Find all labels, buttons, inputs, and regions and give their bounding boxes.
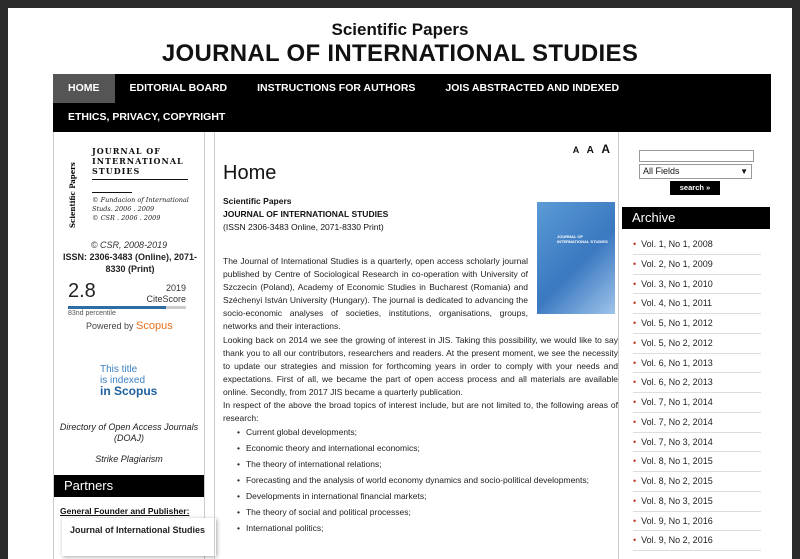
archive-item[interactable]: • Vol. 4, No 1, 2011	[633, 294, 761, 314]
archive-item[interactable]: • Vol. 7, No 2, 2014	[633, 413, 761, 433]
logo-script: © Fundacion of International Studs. 2006 . 2009 © CSR . 2006 . 2009	[92, 196, 189, 222]
logo-rule	[92, 179, 188, 180]
page	[8, 8, 792, 559]
issn-text: ISSN: 2306-3483 (Online), 2071-8330 (Print)	[62, 252, 198, 274]
font-size-large[interactable]: A	[601, 142, 610, 156]
list-item: • Forecasting and the analysis of world economy dynamics and socio-political developments;	[237, 473, 618, 489]
citescore-year: 2019 CiteScore	[146, 283, 186, 304]
list-item: • The theory of international relations;	[237, 457, 618, 473]
list-item: • Economic theory and international economics;	[237, 441, 618, 457]
archive-item[interactable]: • Vol. 9, No 2, 2016	[633, 531, 761, 551]
main-content	[214, 132, 619, 559]
nav-instructions-for-authors[interactable]: INSTRUCTIONS FOR AUTHORS	[257, 82, 416, 94]
archive-item[interactable]: • Vol. 8, No 3, 2015	[633, 492, 761, 512]
archive-item[interactable]: • Vol. 5, No 2, 2012	[633, 334, 761, 354]
paragraph: Looking back on 2014 we see the growing of interest in JIS. Taking this possibility, we would like to say thank you to all our contributors, researchers and readers. At the present moment, we see the necessity to update our strategies and mission for forthcoming years in order to comply with your needs and expectations. First of all, we became the part of open access process and all materials are available online. Secondly, from 2017 JIS became a quarterly publication.	[223, 334, 618, 397]
font-size-controls	[570, 140, 610, 158]
archive-item[interactable]: • Vol. 9, No 1, 2016	[633, 512, 761, 532]
citescore-widget[interactable]	[68, 280, 186, 336]
archive-item[interactable]: • Vol. 8, No 2, 2015	[633, 472, 761, 492]
list-item: • Current global developments;	[237, 425, 618, 441]
nav-editorial-board[interactable]: EDITORIAL BOARD	[129, 82, 228, 94]
powered-by-scopus: Powered by Scopus	[86, 320, 173, 332]
jis-partner-card[interactable]: Journal of International Studies	[62, 518, 216, 556]
logo-side-text: Scientific Papers	[68, 162, 77, 228]
search-field-select[interactable]: All Fields ▼	[639, 164, 752, 179]
archive-item[interactable]: • Vol. 8, No 1, 2015	[633, 452, 761, 472]
main-nav	[53, 74, 771, 132]
journal-cover-image: JOURNAL OF INTERNATIONAL STUDIES	[537, 202, 615, 314]
logo-title: JOURNAL OF INTERNATIONAL STUDIES	[92, 146, 184, 176]
founder-label: General Founder and Publisher:	[60, 506, 190, 516]
search-input[interactable]	[639, 150, 754, 162]
citescore-percentile: 83nd percentile	[68, 310, 116, 317]
logo-rule	[92, 192, 132, 193]
intro-block: Scientific Papers JOURNAL OF INTERNATIONAL STUDIES (ISSN 2306-3483 Online, 2071-8330 Print)	[223, 196, 389, 232]
search-button[interactable]: search »	[670, 181, 720, 195]
citescore-percentile-bar	[68, 306, 186, 309]
body-text	[223, 255, 618, 537]
font-size-medium[interactable]: A	[586, 145, 594, 156]
page-title: Home	[223, 162, 277, 184]
citescore-value: 2.8	[68, 280, 96, 302]
list-item: • Developments in international financial markets;	[237, 489, 618, 505]
archive-item[interactable]: • Vol. 2, No 1, 2009	[633, 255, 761, 275]
archive-heading: Archive	[622, 207, 770, 229]
topics-list	[237, 425, 618, 536]
copyright-csr: © CSR, 2008-2019	[90, 240, 168, 250]
chevron-down-icon: ▼	[740, 167, 748, 176]
scopus-indexed-badge[interactable]: This title is indexed in Scopus	[100, 364, 158, 398]
archive-list	[633, 235, 761, 551]
list-item: • The theory of social and political processes;	[237, 505, 618, 521]
archive-item[interactable]: • Vol. 7, No 3, 2014	[633, 433, 761, 453]
doaj-link[interactable]: Directory of Open Access Journals (DOAJ)	[59, 422, 199, 443]
archive-item[interactable]: • Vol. 6, No 2, 2013	[633, 373, 761, 393]
nav-ethics-privacy[interactable]: ETHICS, PRIVACY, COPYRIGHT	[68, 111, 226, 123]
archive-item[interactable]: • Vol. 1, No 1, 2008	[633, 235, 761, 255]
list-item: • International politics;	[237, 521, 618, 537]
font-size-small[interactable]: A	[572, 145, 580, 155]
partners-heading: Partners	[54, 475, 204, 497]
archive-item[interactable]: • Vol. 6, No 1, 2013	[633, 354, 761, 374]
strike-plagiarism-link[interactable]: Strike Plagiarism	[95, 454, 163, 464]
paragraph: The Journal of International Studies is a quarterly, open access scholarly journal published by Centre of Sociological Research in co-operation with University of Szczecin (Poland), Academy of Economic Studies in Bucharest (Romania) and Széchenyi István University (Hungary). The journal is dedicated to advancing the socio-economic analyses of societies, institutions, organisations, groups, networks and their interactions.	[223, 256, 528, 332]
nav-home[interactable]: HOME	[53, 74, 115, 103]
nav-abstracted-indexed[interactable]: JOIS ABSTRACTED AND INDEXED	[445, 82, 620, 94]
left-sidebar	[53, 132, 205, 559]
site-subtitle: Scientific Papers	[331, 20, 469, 39]
site-title[interactable]: JOURNAL OF INTERNATIONAL STUDIES	[161, 40, 639, 67]
archive-item[interactable]: • Vol. 7, No 1, 2014	[633, 393, 761, 413]
archive-item[interactable]: • Vol. 5, No 1, 2012	[633, 314, 761, 334]
site-header	[8, 8, 792, 68]
right-sidebar	[621, 132, 771, 559]
archive-item[interactable]: • Vol. 3, No 1, 2010	[633, 275, 761, 295]
paragraph: In respect of the above the broad topics of interest include, but are not limited to, the following areas of research:	[223, 400, 618, 424]
journal-logo[interactable]	[68, 146, 194, 232]
